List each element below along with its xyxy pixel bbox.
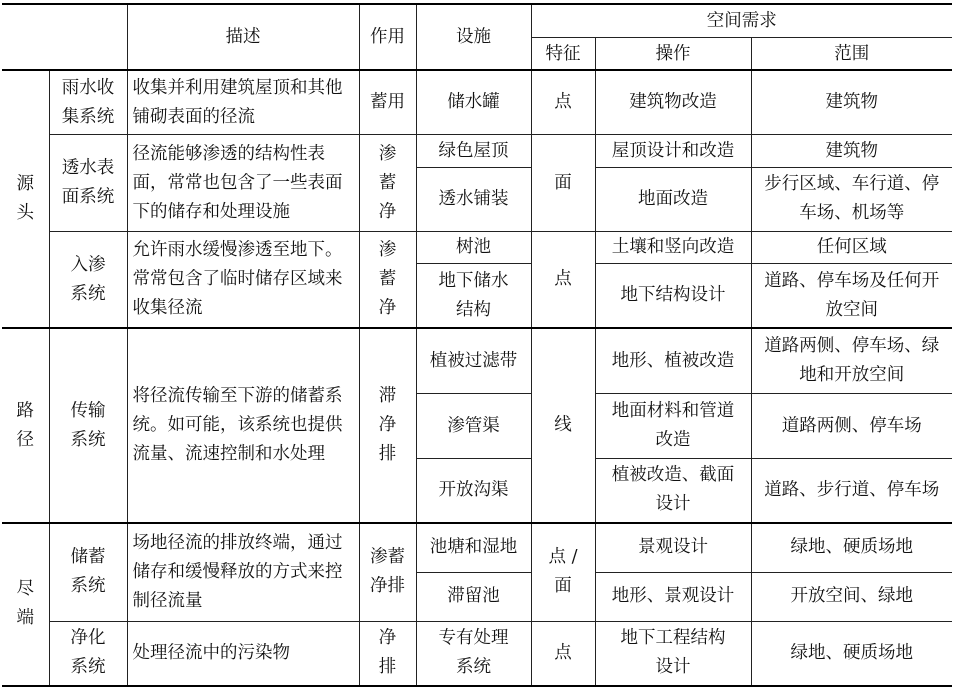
facility-cell: 滞留池 (416, 572, 531, 621)
system-desc-conveyance: 将径流传输至下游的储蓄系统。如可能，该系统也提供流量、流速控制和水处理 (127, 328, 359, 522)
scope-cell: 任何区域 (751, 232, 952, 264)
scope-cell: 建筑物 (751, 70, 952, 134)
feature-cell: 点 / 面 (531, 523, 595, 622)
group-source: 源 头 (2, 70, 49, 328)
system-role-infiltration: 渗 蓄 净 (359, 232, 416, 329)
system-name-rain: 雨水收 集系统 (49, 70, 127, 134)
system-desc-permeable: 径流能够渗透的结构性表面，常常也包含了一些表面下的储存和处理设施 (127, 135, 359, 232)
facility-cell: 植被过滤带 (416, 328, 531, 393)
facility-cell: 树池 (416, 232, 531, 264)
header-space-requirement: 空间需求 (531, 4, 952, 37)
header-feature: 特征 (531, 37, 595, 70)
operation-cell: 景观设计 (595, 523, 751, 572)
facility-cell: 专有处理 系统 (416, 621, 531, 686)
feature-cell: 点 (531, 70, 595, 134)
operation-cell: 土壤和竖向改造 (595, 232, 751, 264)
facility-cell: 开放沟渠 (416, 458, 531, 522)
system-name-permeable: 透水表 面系统 (49, 135, 127, 232)
scope-cell: 绿地、硬质场地 (751, 523, 952, 572)
facility-cell: 池塘和湿地 (416, 523, 531, 572)
system-role-permeable: 渗 蓄 净 (359, 135, 416, 232)
scope-cell: 步行区域、车行道、停 车场、机场等 (751, 167, 952, 231)
facility-cell: 透水铺装 (416, 167, 531, 231)
facility-cell: 储水罐 (416, 70, 531, 134)
system-role-conveyance: 滞 净 排 (359, 328, 416, 522)
facility-cell: 渗管渠 (416, 394, 531, 458)
group-end: 尽 端 (2, 523, 49, 686)
system-name-infiltration: 入渗 系统 (49, 232, 127, 329)
scope-cell: 绿地、硬质场地 (751, 621, 952, 686)
header-description: 描述 (127, 4, 359, 70)
operation-cell: 植被改造、截面 设计 (595, 458, 751, 522)
system-role-storage: 渗蓄 净排 (359, 523, 416, 622)
operation-cell: 地形、植被改造 (595, 328, 751, 393)
operation-cell: 建筑物改造 (595, 70, 751, 134)
system-desc-purification: 处理径流中的污染物 (127, 621, 359, 686)
system-name-purification: 净化 系统 (49, 621, 127, 686)
operation-cell: 地形、景观设计 (595, 572, 751, 621)
system-name-storage: 储蓄 系统 (49, 523, 127, 622)
scope-cell: 道路、停车场及任何开 放空间 (751, 264, 952, 328)
feature-cell: 点 (531, 621, 595, 686)
scope-cell: 开放空间、绿地 (751, 572, 952, 621)
scope-cell: 建筑物 (751, 135, 952, 167)
operation-cell: 地面改造 (595, 167, 751, 231)
facility-cell: 绿色屋顶 (416, 135, 531, 167)
facility-cell: 地下储水 结构 (416, 264, 531, 328)
system-desc-rain: 收集并利用建筑屋顶和其他铺砌表面的径流 (127, 70, 359, 134)
operation-cell: 地面材料和管道 改造 (595, 394, 751, 458)
scope-cell: 道路两侧、停车场 (751, 394, 952, 458)
feature-cell: 面 (531, 135, 595, 232)
header-facility: 设施 (416, 4, 531, 70)
header-scope: 范围 (751, 37, 952, 70)
header-operation: 操作 (595, 37, 751, 70)
scope-cell: 道路、步行道、停车场 (751, 458, 952, 522)
system-role-purification: 净 排 (359, 621, 416, 686)
scope-cell: 道路两侧、停车场、绿 地和开放空间 (751, 328, 952, 393)
stormwater-systems-table (2, 3, 952, 687)
operation-cell: 地下工程结构 设计 (595, 621, 751, 686)
operation-cell: 地下结构设计 (595, 264, 751, 328)
system-name-conveyance: 传输 系统 (49, 328, 127, 522)
system-desc-infiltration: 允许雨水缓慢渗透至地下。常常包含了临时储存区域来收集径流 (127, 232, 359, 329)
feature-cell: 线 (531, 328, 595, 522)
group-path: 路 径 (2, 328, 49, 522)
operation-cell: 屋顶设计和改造 (595, 135, 751, 167)
header-role: 作用 (359, 4, 416, 70)
header-blank (2, 4, 127, 70)
system-desc-storage: 场地径流的排放终端，通过储存和缓慢释放的方式来控制径流量 (127, 523, 359, 622)
feature-cell: 点 (531, 232, 595, 329)
system-role-rain: 蓄用 (359, 70, 416, 134)
